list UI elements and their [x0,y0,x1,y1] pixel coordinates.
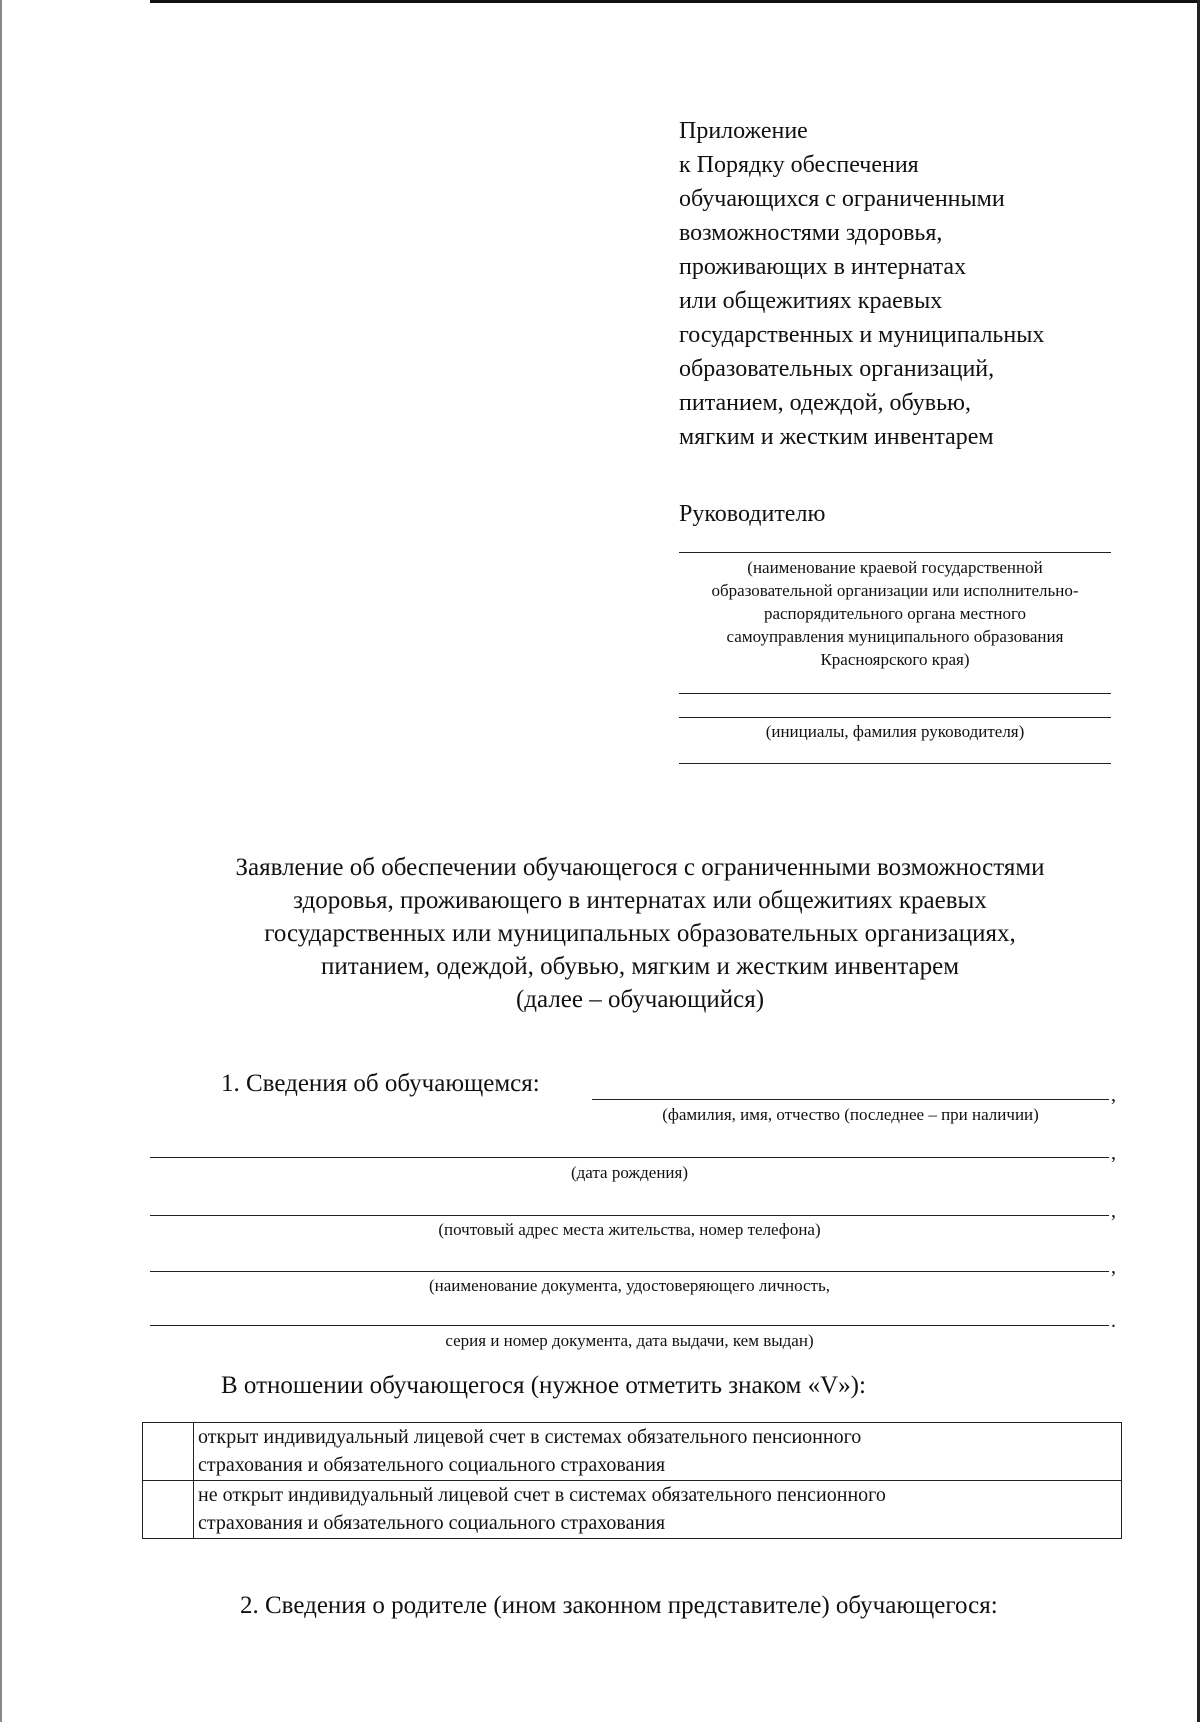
appendix-line: проживающих в интернатах [679,254,967,280]
title-line: питанием, одеждой, обувью, мягким и жестким инвентарем [320,953,960,980]
fio-hint: (фамилия, имя, отчество (последнее – при наличии) [662,1105,1039,1124]
marking-instruction: В отношении обучающегося (нужное отметить знаком «V»): [221,1372,866,1399]
appendix-line: Приложение [679,118,808,144]
option-text-line: не открыт индивидуальный лицевой счет в системах обязательного пенсионного [198,1484,886,1506]
appendix-line: обучающихся с ограниченными [679,186,1005,212]
org-hint-line: Красноярского края) [820,650,970,669]
title-line: здоровья, проживающего в интернатах или общежитиях краевых [293,887,987,914]
title-line: (далее – обучающийся) [515,986,765,1013]
id-document-comma: , [1111,1256,1116,1278]
fio-comma: , [1111,1084,1116,1106]
birth-date-hint: (дата рождения) [570,1163,689,1182]
id-document-details-hint: серия и номер документа, дата выдачи, кем выдан) [445,1331,814,1350]
org-name-line-2[interactable] [679,693,1111,694]
table-row [143,1481,1122,1539]
id-document-hint: (наименование документа, удостоверяющего личность, [429,1276,830,1295]
id-document-field[interactable] [150,1271,1109,1272]
birth-comma: , [1111,1142,1116,1164]
org-hint-line: (наименование краевой государственной [747,558,1043,577]
head-name-line[interactable] [679,717,1111,718]
scan-edge-top [150,0,1200,3]
account-options-table [142,1422,1122,1539]
option-text-line: страхования и обязательного социального страхования [198,1454,666,1476]
table-row [143,1423,1122,1481]
address-field[interactable] [150,1215,1109,1216]
option-checkbox-opened[interactable] [143,1423,194,1481]
option-checkbox-not-opened[interactable] [143,1481,194,1539]
scan-edge-left [0,0,2,1722]
id-document-period: . [1111,1310,1116,1332]
appendix-line: образовательных организаций, [679,356,995,382]
id-document-details-field[interactable] [150,1325,1109,1326]
appendix-header [679,114,1159,454]
appendix-line: к Порядку обеспечения [679,152,919,178]
address-hint: (почтовый адрес места жительства, номер телефона) [438,1220,821,1239]
head-name-hint: (инициалы, фамилия руководителя) [765,722,1025,741]
org-hint-line: образовательной организации или исполнительно- [711,581,1079,600]
fio-field[interactable] [592,1099,1109,1100]
org-name-line[interactable] [679,552,1111,553]
addressee-label: Руководителю [679,501,826,527]
option-text [194,1481,1122,1539]
appendix-line: возможностями здоровья, [679,220,943,246]
appendix-line: питанием, одеждой, обувью, [679,390,971,416]
org-hint-line: самоуправления муниципального образования [726,627,1064,646]
option-text [194,1423,1122,1481]
appendix-line: мягким и жестким инвентарем [679,424,994,450]
head-name-line-2[interactable] [679,763,1111,764]
org-hint-line: распорядительного органа местного [763,604,1027,623]
option-text-line: открыт индивидуальный лицевой счет в системах обязательного пенсионного [198,1426,862,1448]
address-comma: , [1111,1200,1116,1222]
birth-date-field[interactable] [150,1157,1109,1158]
statement-title [140,851,1140,1016]
org-name-hint [660,556,1130,671]
option-text-line: страхования и обязательного социального страхования [198,1512,666,1534]
appendix-line: государственных и муниципальных [679,322,1045,348]
appendix-line: или общежитиях краевых [679,288,943,314]
section-2-heading: 2. Сведения о родителе (ином законном представителе) обучающегося: [240,1592,998,1619]
section-1-heading: 1. Сведения об обучающемся: [221,1070,540,1097]
title-line: государственных или муниципальных образовательных организациях, [264,920,1016,947]
title-line: Заявление об обеспечении обучающегося с ограниченными возможностями [235,854,1045,881]
